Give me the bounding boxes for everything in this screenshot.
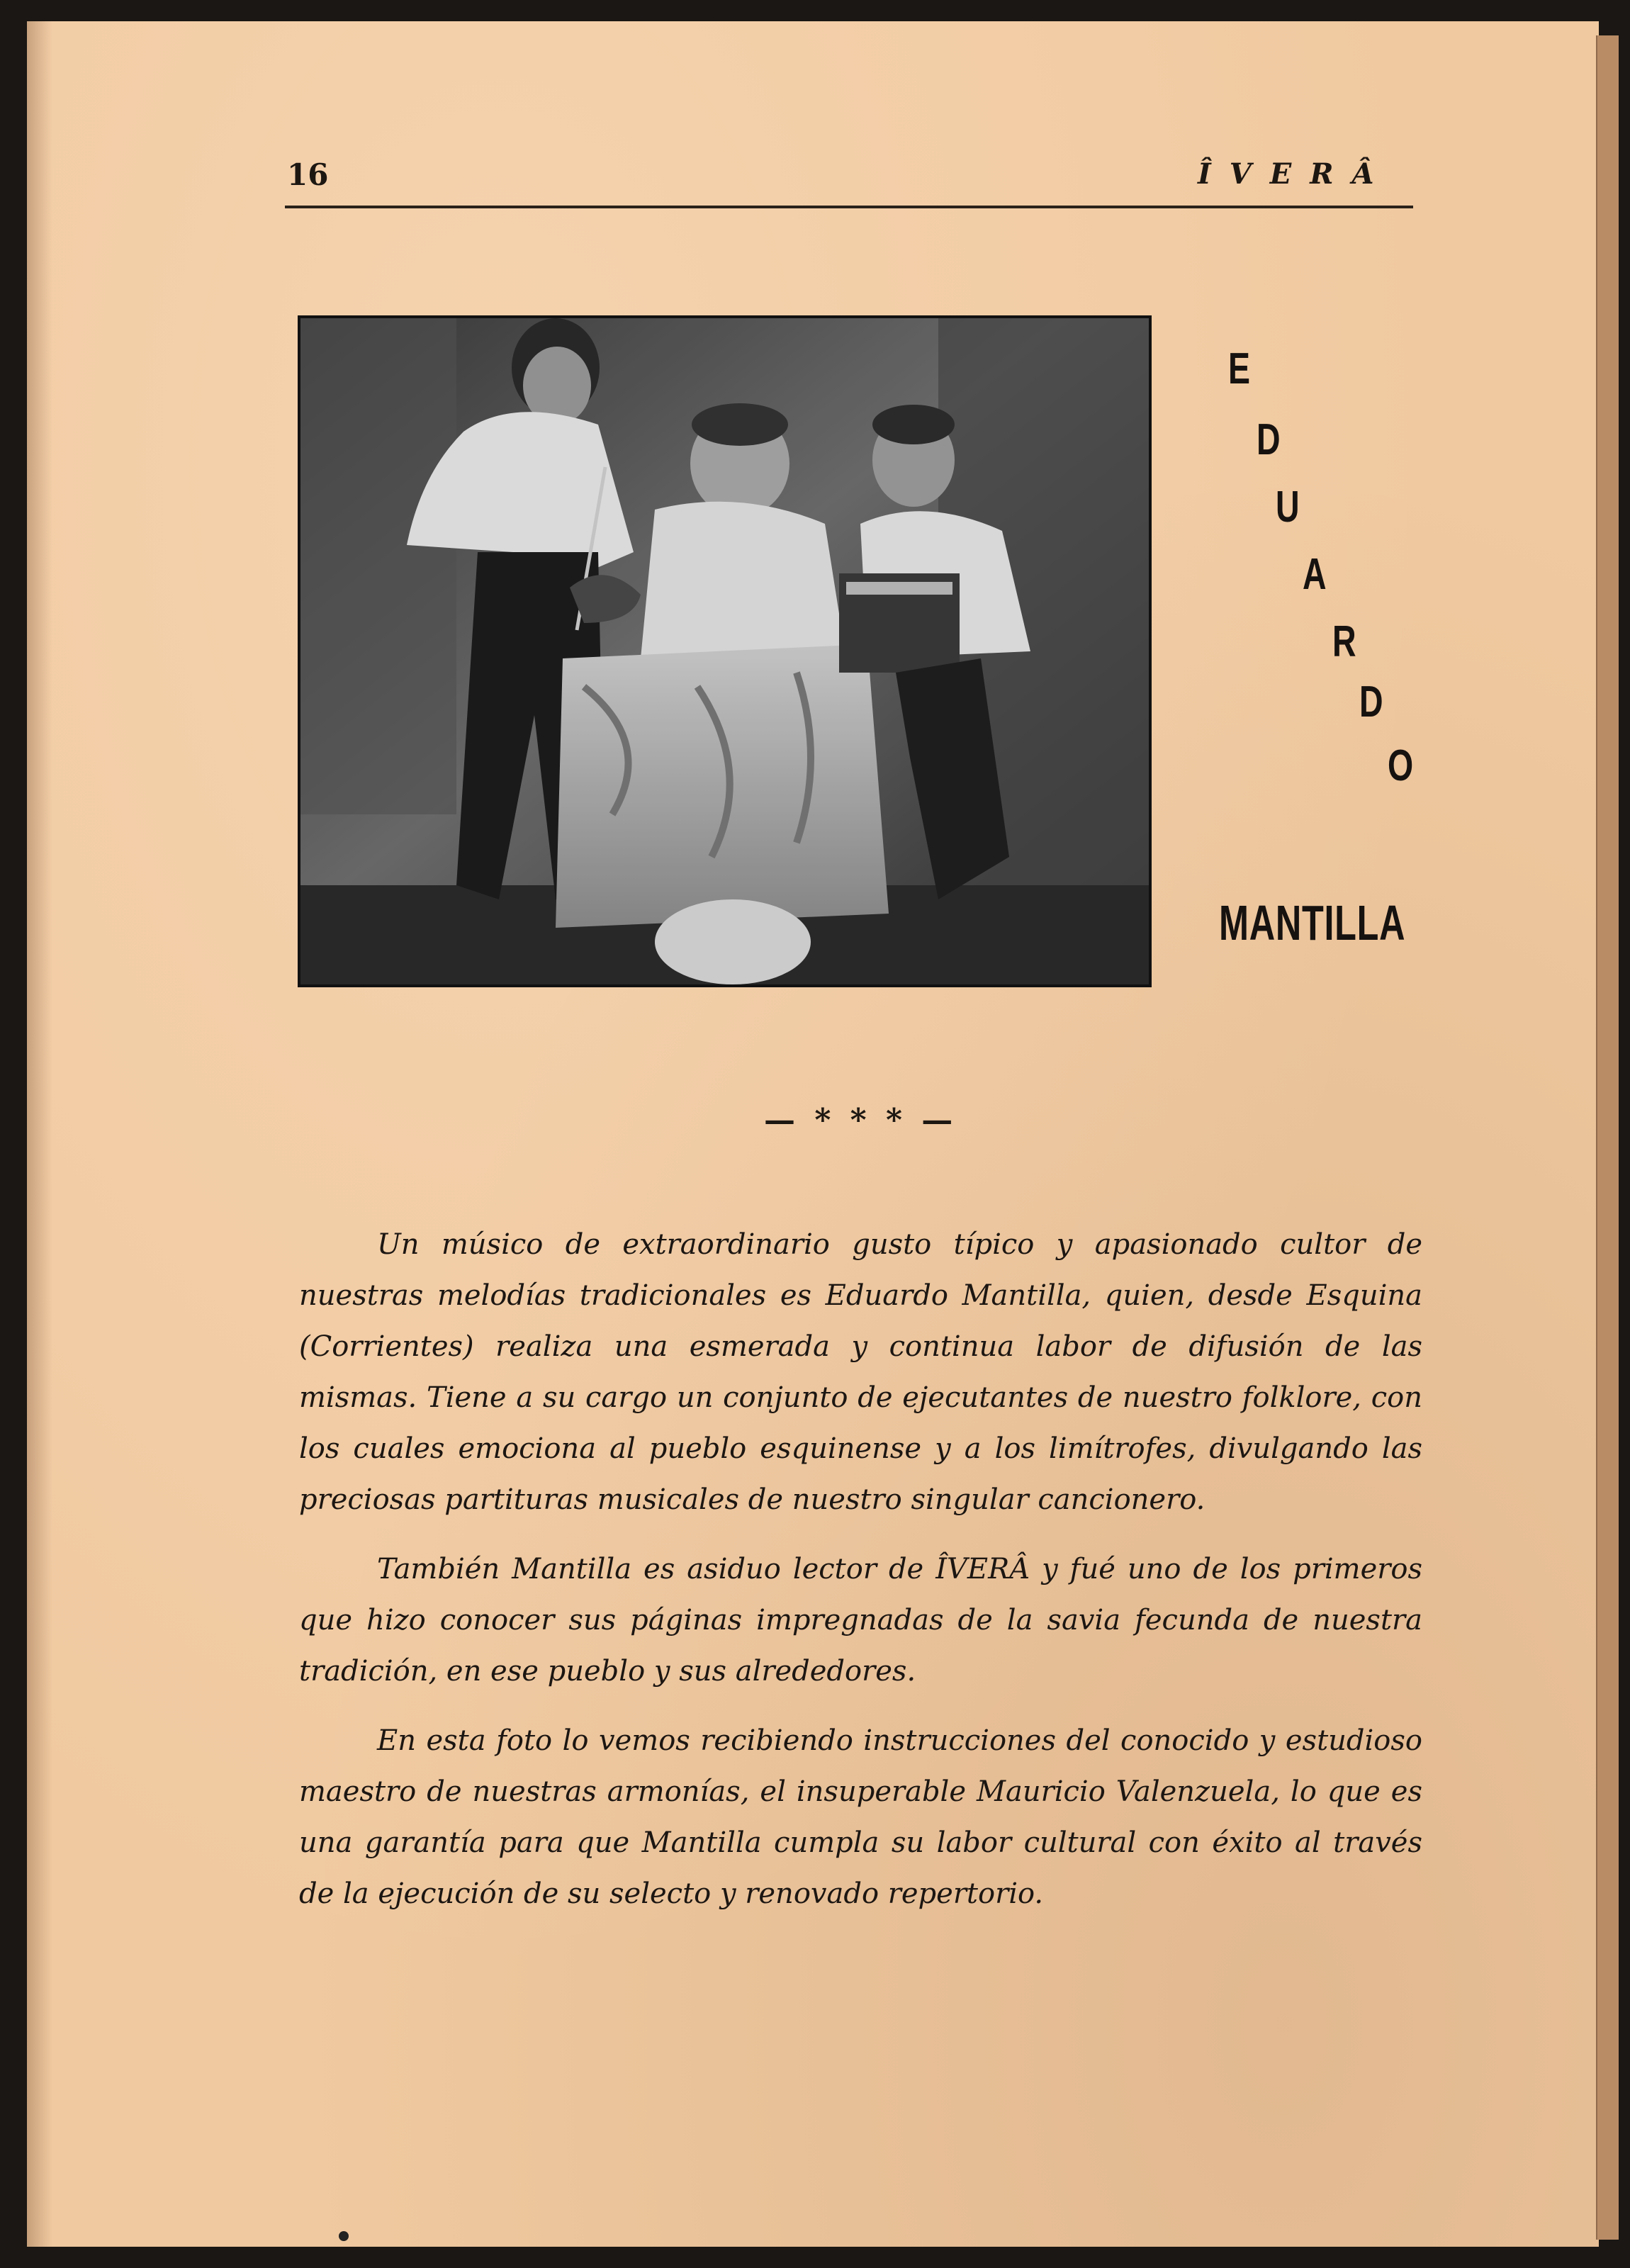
article-paragraph: También Mantilla es asiduo lector de ÎVERÂ y fué uno de los primeros que hizo conocer sus páginas impregnadas de la savia fecunda de nuestra tradición, en ese pueblo y sus alrededores. [299, 1553, 1422, 1688]
name-letter: E [1228, 344, 1251, 393]
name-letter: U [1276, 483, 1300, 532]
page-number: 16 [287, 157, 329, 192]
name-letter: D [1257, 415, 1281, 464]
page-edge [1596, 35, 1619, 2240]
surname-heading: MANTILLA [1219, 895, 1406, 950]
ornament-separator: — * * * — [764, 1102, 957, 1138]
article-paragraph: Un músico de extraordinario gusto típico y apasionado cultor de nuestras melodías tradicionales es Eduardo Mantilla, quien, desde Esquina (Corrientes) realiza una esmerada y continua labor de difusión de las mismas. Tiene a su cargo un conjunto de ejecutantes de nuestro folklore, con los cuales emociona al pueblo esquinense y a los limítrofes, divulgando las preciosas partituras musicales de nuestro singular cancionero. [299, 1228, 1422, 1516]
name-letter: A [1303, 550, 1327, 599]
name-letter: O [1388, 741, 1414, 790]
name-letter: R [1332, 617, 1356, 666]
page-gutter-shadow [27, 21, 52, 2247]
musicians-photo [298, 315, 1152, 987]
header-rule [285, 206, 1413, 208]
article-paragraph: En esta foto lo vemos recibiendo instrucciones del conocido y estudioso maestro de nuestras armonías, el insuperable Mauricio Valenzuela, lo que es una garantía para que Mantilla cumpla su labor cultural con éxito al través de la ejecución de su selecto y renovado repertorio. [299, 1724, 1422, 1910]
name-letter: D [1359, 678, 1383, 726]
magazine-title: ÎVERÂ [1198, 157, 1393, 191]
print-speck [339, 2231, 349, 2241]
article-body [299, 1219, 1422, 1938]
